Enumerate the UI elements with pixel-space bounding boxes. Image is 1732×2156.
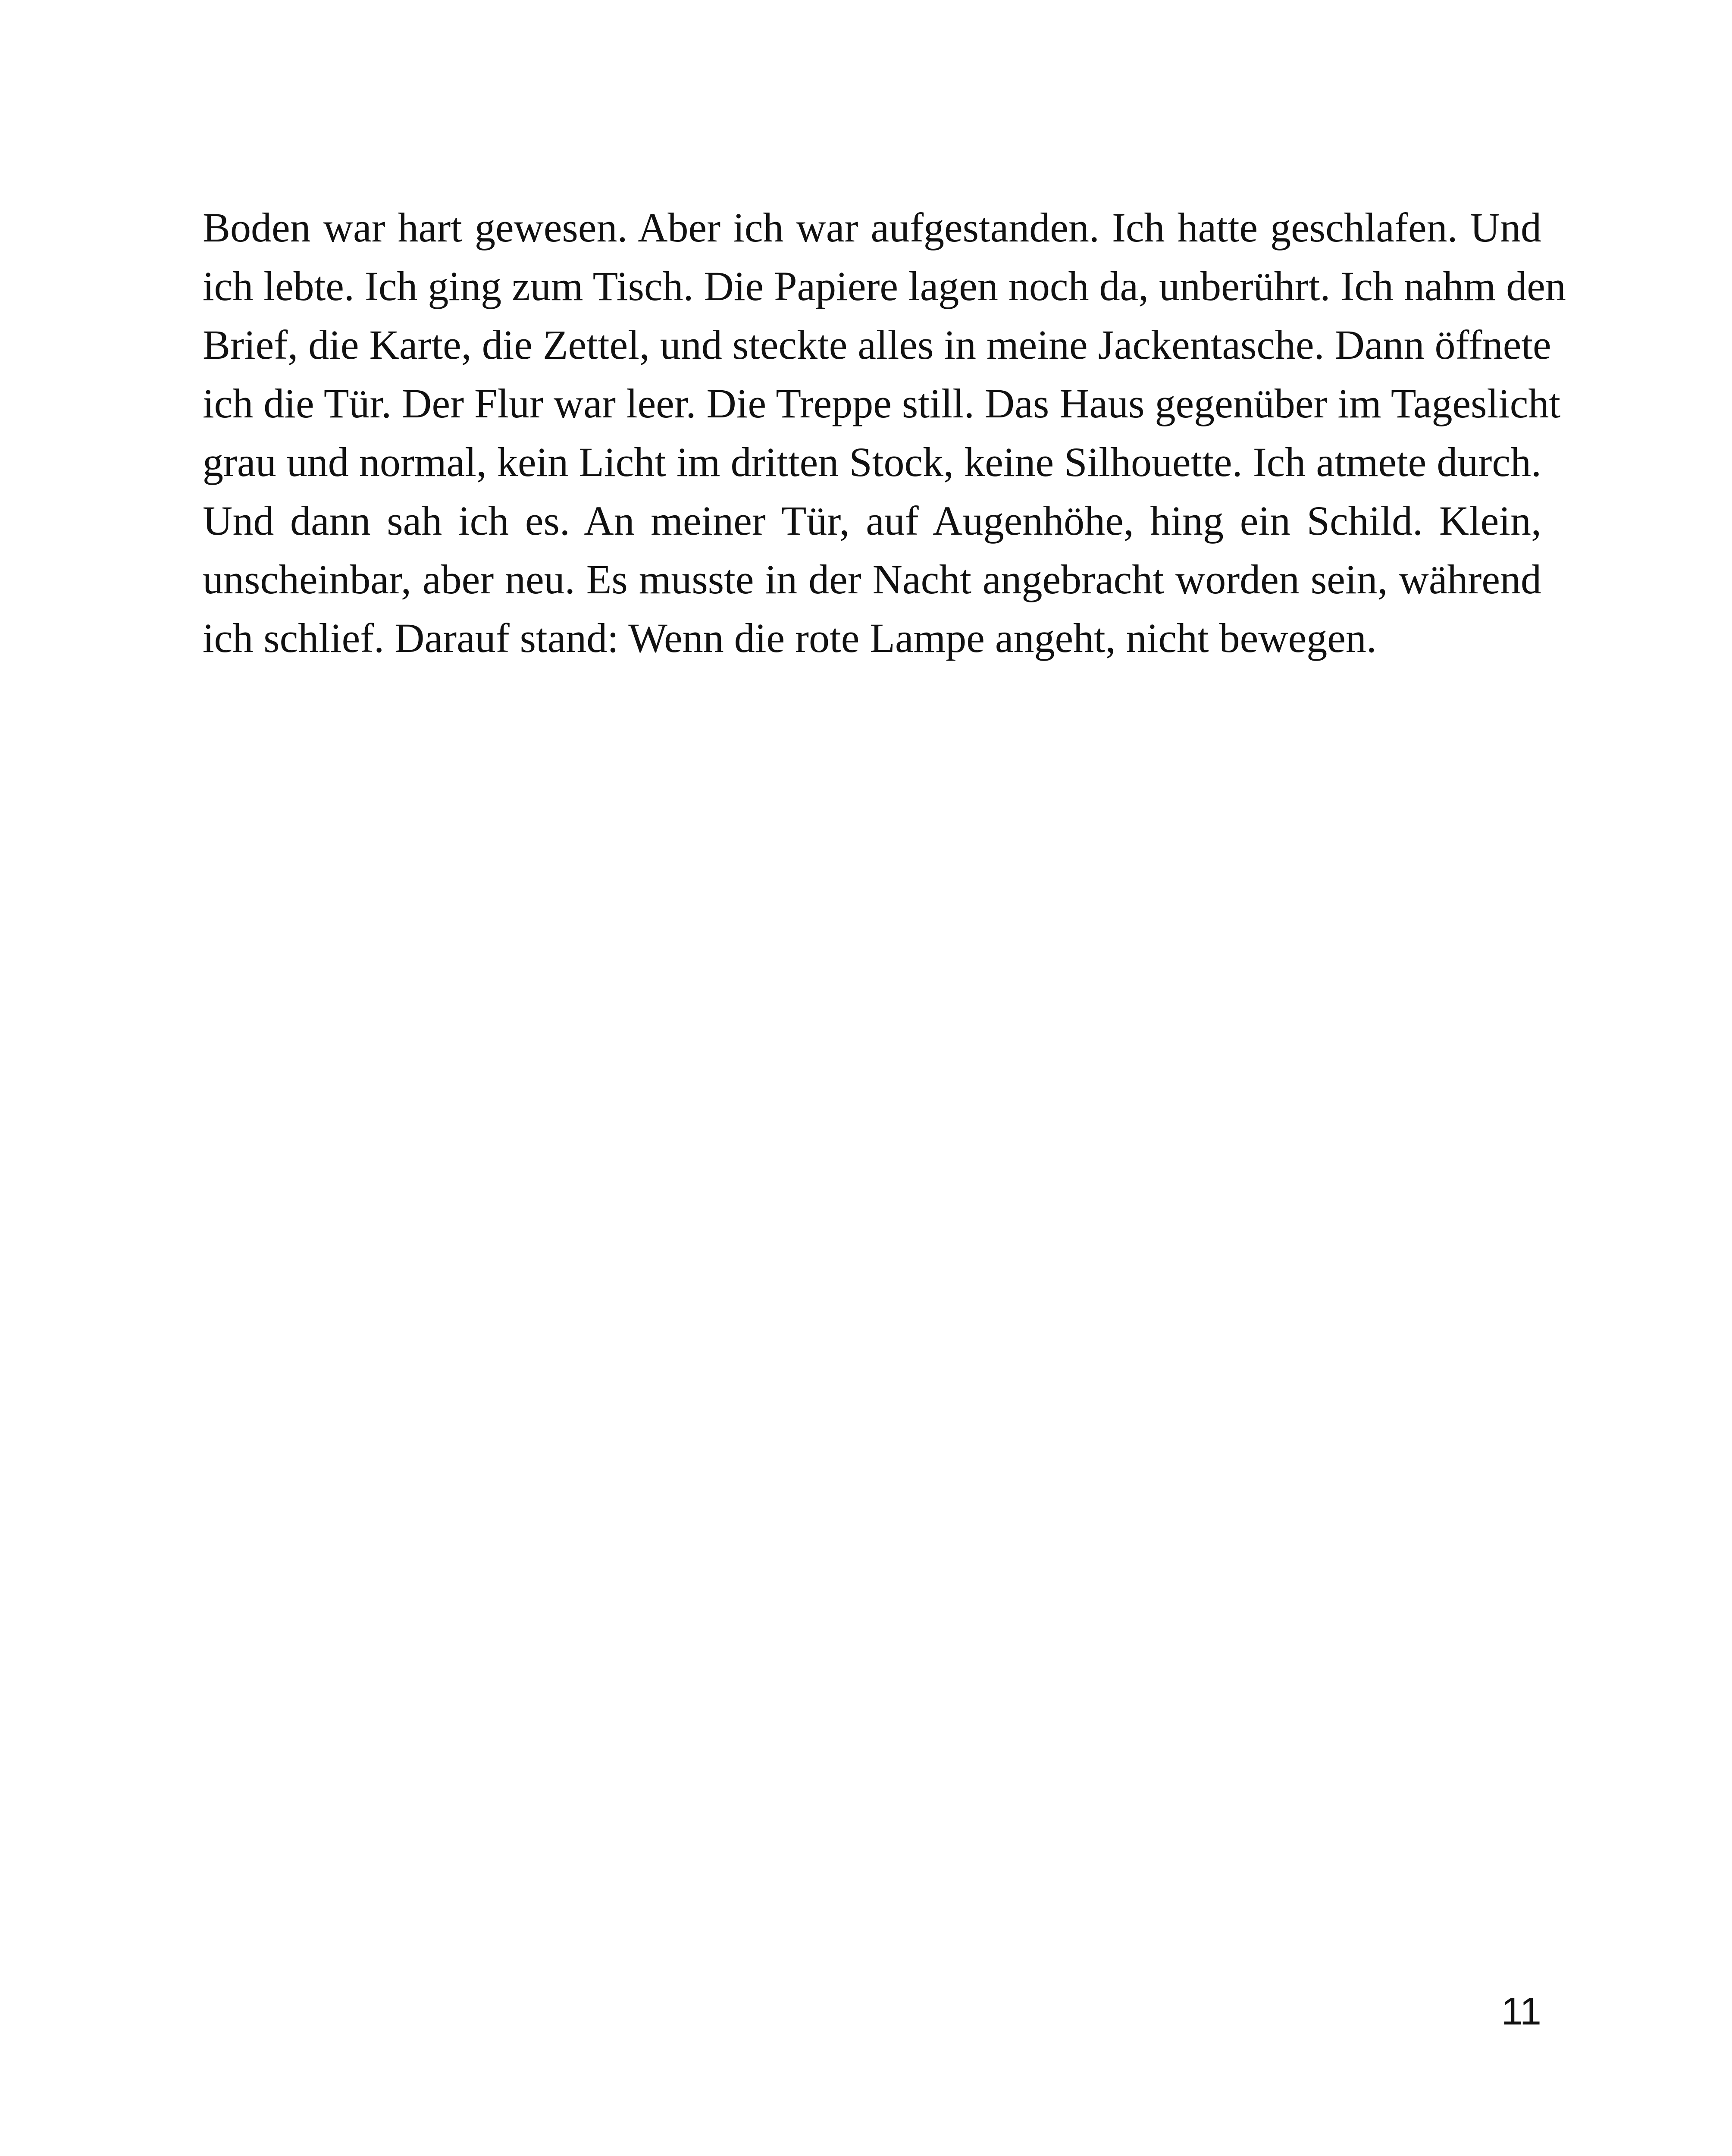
- paragraph-line: Und dann sah ich es. An meiner Tür, auf Augenhöhe, hing ein Schild. Klein,: [203, 498, 1541, 544]
- body-paragraph: [203, 198, 1566, 667]
- paragraph-line: Boden war hart gewesen. Aber ich war aufgestanden. Ich hatte geschlafen. Und: [203, 204, 1541, 251]
- paragraph-line: Brief, die Karte, die Zettel, und steckte alles in meine Jackentasche. Dann öffnete: [203, 322, 1551, 368]
- paragraph-line: ich die Tür. Der Flur war leer. Die Treppe still. Das Haus gegenüber im Tageslicht: [203, 380, 1561, 426]
- paragraph-line: ich lebte. Ich ging zum Tisch. Die Papiere lagen noch da, unberührt. Ich nahm den: [203, 263, 1566, 309]
- paragraph-line: unscheinbar, aber neu. Es musste in der Nacht angebracht worden sein, während: [203, 556, 1541, 602]
- paragraph-line: grau und normal, kein Licht im dritten Stock, keine Silhouette. Ich atmete durch.: [203, 439, 1541, 485]
- paragraph-line: ich schlief. Darauf stand: Wenn die rote Lampe angeht, nicht bewegen.: [203, 615, 1377, 661]
- page-number: 11: [1501, 1990, 1541, 2033]
